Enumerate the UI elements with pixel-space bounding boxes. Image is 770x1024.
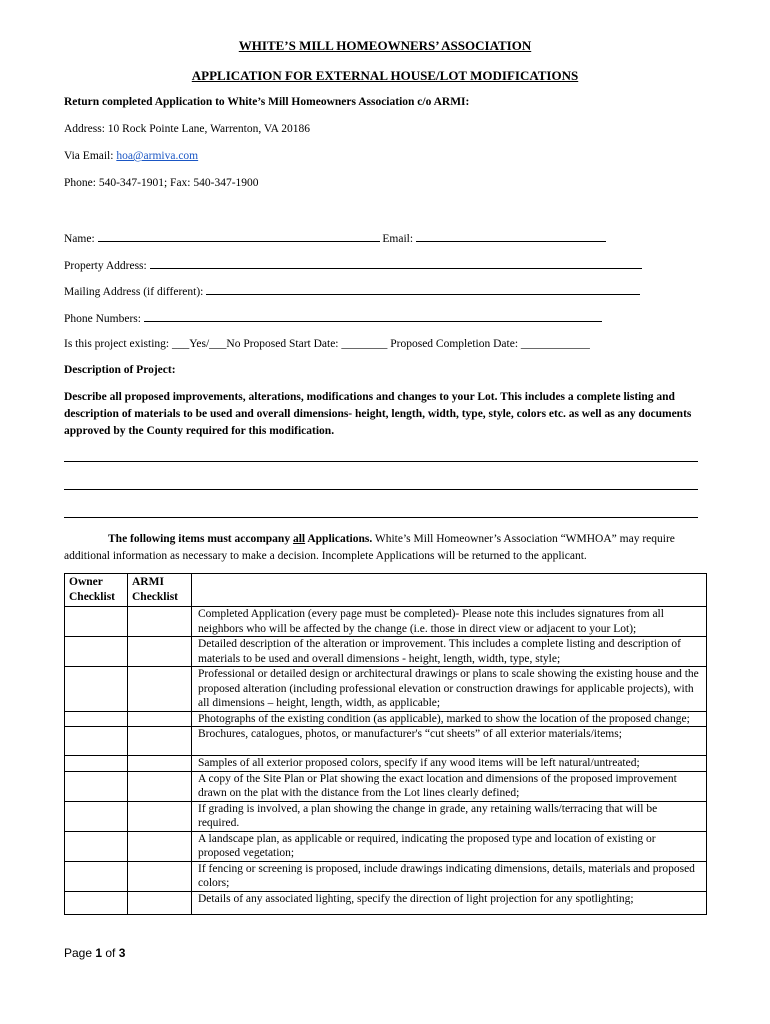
applicant-email-field[interactable]	[416, 231, 606, 242]
owner-check-cell[interactable]	[65, 711, 128, 727]
checklist-item: Professional or detailed design or architectural drawings or plans to scale showing the existing house and the proposed alteration (including professional elevation or construction drawings for applicable projects), with all dimensions – height, length, width, as applicable;	[192, 667, 707, 712]
property-address-row	[64, 258, 642, 272]
owner-check-cell[interactable]	[65, 861, 128, 891]
checklist-row	[65, 801, 707, 831]
owner-check-cell[interactable]	[65, 667, 128, 712]
checklist-item: A copy of the Site Plan or Plat showing the exact location and dimensions of the proposed improvement drawn on the plat with the distance from the Lot lines clearly defined;	[192, 771, 707, 801]
checklist-row	[65, 756, 707, 772]
return-address: Address: 10 Rock Pointe Lane, Warrenton, VA 20186	[64, 123, 310, 135]
return-email-line	[64, 150, 198, 162]
armi-check-cell[interactable]	[128, 891, 192, 914]
description-line-2[interactable]	[64, 489, 698, 490]
item-header	[192, 574, 707, 607]
armi-check-cell[interactable]	[128, 607, 192, 637]
checklist-item: Detailed description of the alteration or improvement. This includes a complete listing and description of materials to be used and overall dimensions - height, length, width, type, style;	[192, 637, 707, 667]
armi-check-cell[interactable]	[128, 831, 192, 861]
return-instructions: Return completed Application to White’s Mill Homeowners Association c/o ARMI:	[64, 96, 470, 108]
page-prefix: Page	[64, 946, 96, 960]
page-total: 3	[118, 946, 126, 960]
mailing-address-label: Mailing Address (if different):	[64, 286, 207, 298]
owner-check-cell[interactable]	[65, 801, 128, 831]
requirements-rest: White’s Mill Homeowner’s Association “WMHOA” may require additional information as necessary to make a decision. Incomplete Applications will be returned to the applicant.	[64, 533, 675, 562]
page-number	[64, 946, 125, 960]
email-link[interactable]: hoa@armiva.com	[116, 150, 199, 162]
description-instructions: Describe all proposed improvements, alterations, modifications and changes to your Lot. This includes a complete listing and description of materials to be used and overall dimensions- height, length, width, type, style, colors etc. as well as any documents approved by the County required for this modification.	[64, 391, 692, 437]
armi-check-cell[interactable]	[128, 771, 192, 801]
requirements-all: all	[292, 533, 306, 545]
checklist-item: A landscape plan, as applicable or required, indicating the proposed type and location of existing or proposed vegetation;	[192, 831, 707, 861]
return-phone: Phone: 540-347-1901; Fax: 540-347-1900	[64, 177, 259, 189]
checklist-header-row	[65, 574, 707, 607]
armi-check-cell[interactable]	[128, 861, 192, 891]
checklist-item: Brochures, catalogues, photos, or manufacturer's “cut sheets” of all exterior materials/items;	[192, 727, 707, 756]
document-title: WHITE’S MILL HOMEOWNERS’ ASSOCIATION	[238, 38, 532, 53]
name-field[interactable]	[98, 231, 380, 242]
requirements-paragraph	[64, 531, 704, 565]
phone-numbers-label: Phone Numbers:	[64, 313, 144, 325]
armi-check-cell[interactable]	[128, 667, 192, 712]
mailing-address-field[interactable]	[206, 284, 640, 295]
name-label: Name:	[64, 233, 98, 245]
checklist-row	[65, 607, 707, 637]
armi-check-cell[interactable]	[128, 727, 192, 756]
armi-check-cell[interactable]	[128, 637, 192, 667]
checklist-row	[65, 667, 707, 712]
document-subtitle: APPLICATION FOR EXTERNAL HOUSE/LOT MODIFICATIONS	[191, 68, 579, 83]
checklist-item: Photographs of the existing condition (as applicable), marked to show the location of the proposed change;	[192, 711, 707, 727]
owner-check-cell[interactable]	[65, 771, 128, 801]
phone-numbers-field[interactable]	[144, 311, 602, 322]
description-line-1[interactable]	[64, 461, 698, 462]
description-line-3[interactable]	[64, 517, 698, 518]
armi-check-cell[interactable]	[128, 756, 192, 772]
armi-check-cell[interactable]	[128, 801, 192, 831]
checklist-row	[65, 861, 707, 891]
page-mid: of	[102, 946, 119, 960]
checklist-item: Completed Application (every page must be completed)- Please note this includes signatures from all neighbors who will be affected by the change (i.e. those in direct view or adjacent to your Lot);	[192, 607, 707, 637]
mailing-address-row	[64, 284, 640, 298]
checklist-row	[65, 727, 707, 756]
page-current: 1	[95, 946, 103, 960]
armi-checklist-header: ARMI Checklist	[128, 574, 192, 607]
checklist-row	[65, 831, 707, 861]
owner-check-cell[interactable]	[65, 727, 128, 756]
checklist-item: Details of any associated lighting, specify the direction of light projection for any spotlighting;	[192, 891, 707, 914]
owner-checklist-header: Owner Checklist	[65, 574, 128, 607]
property-address-field[interactable]	[150, 258, 642, 269]
owner-check-cell[interactable]	[65, 607, 128, 637]
checklist-row	[65, 891, 707, 914]
name-email-row	[64, 231, 606, 245]
checklist-row	[65, 637, 707, 667]
owner-check-cell[interactable]	[65, 756, 128, 772]
checklist-item: If grading is involved, a plan showing the change in grade, any retaining walls/terracing that will be required.	[192, 801, 707, 831]
description-heading: Description of Project:	[64, 364, 176, 376]
applicant-email-label: Email:	[379, 233, 416, 245]
checklist-table	[64, 573, 707, 915]
armi-check-cell[interactable]	[128, 711, 192, 727]
property-address-label: Property Address:	[64, 260, 150, 272]
owner-check-cell[interactable]	[65, 831, 128, 861]
checklist-row	[65, 711, 707, 727]
project-existing-row[interactable]: Is this project existing: ___Yes/___No Proposed Start Date: ________ Proposed Completion Date: ____________	[64, 338, 590, 350]
requirements-lead-end: Applications.	[305, 533, 373, 545]
owner-check-cell[interactable]	[65, 637, 128, 667]
requirements-lead: The following items must accompany	[108, 533, 293, 545]
email-label: Via Email:	[64, 150, 117, 162]
owner-check-cell[interactable]	[65, 891, 128, 914]
phone-numbers-row	[64, 311, 602, 325]
checklist-item: Samples of all exterior proposed colors, specify if any wood items will be left natural/untreated;	[192, 756, 707, 772]
checklist-row	[65, 771, 707, 801]
checklist-item: If fencing or screening is proposed, include drawings indicating dimensions, details, materials and proposed colors;	[192, 861, 707, 891]
